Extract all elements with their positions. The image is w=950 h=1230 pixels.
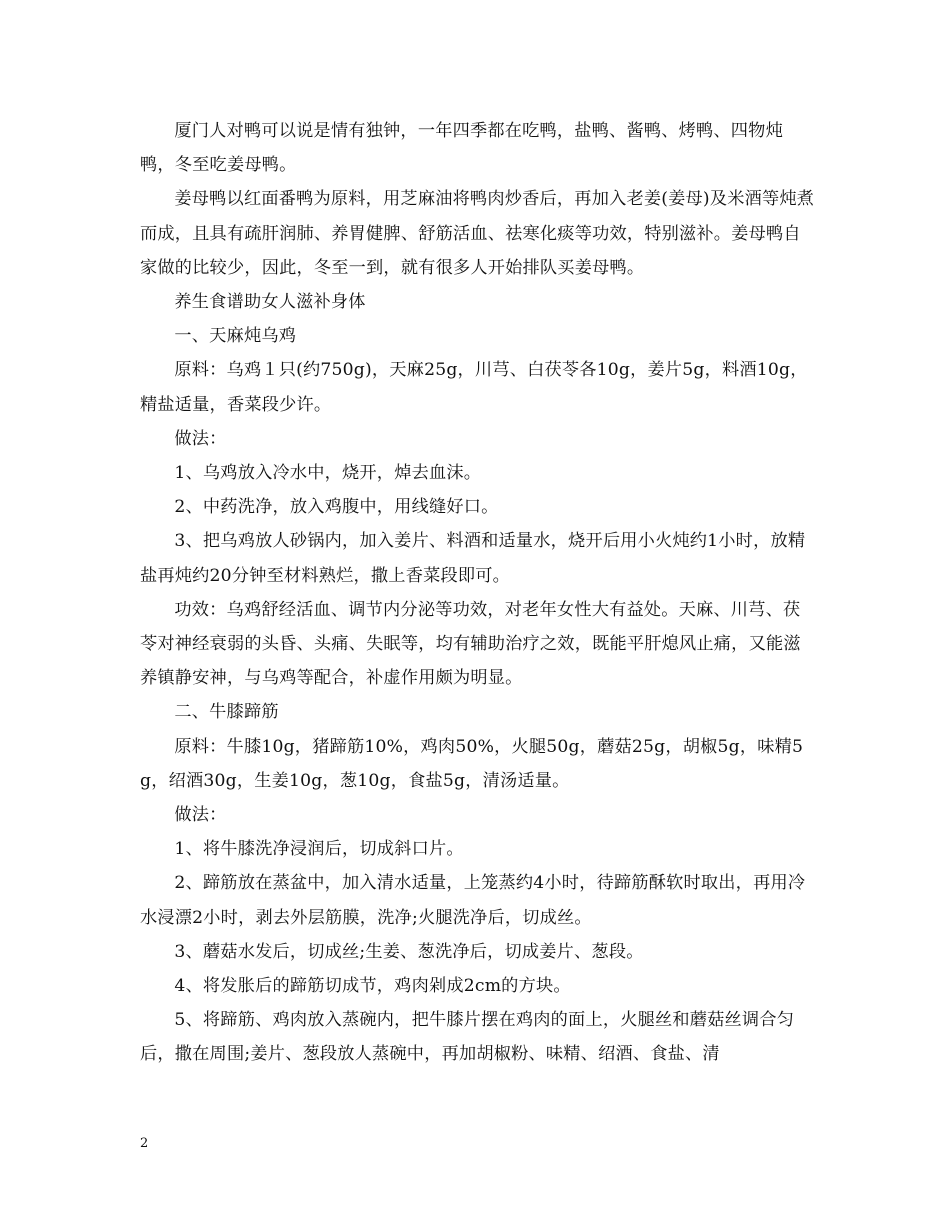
ingredients-paragraph: 原料：牛膝10g，猪蹄筋10%，鸡肉50%，火腿50g，蘑菇25g，胡椒5g，味精5g，绍酒30g，生姜10g，葱10g，食盐5g，清汤适量。 xyxy=(140,736,804,791)
paragraph: 姜母鸭以红面番鸭为原料，用芝麻油将鸭肉炒香后，再加入老姜(姜母)及米酒等炖煮而成，且具有疏肝润肺、养胃健脾、舒筋活血、祛寒化痰等功效，特别滋补。姜母鸭自家做的比较少，因此，冬至一到，就有很多人开始排队买姜母鸭。 xyxy=(140,189,815,278)
effect-paragraph: 功效：乌鸡舒经活血、调节内分泌等功效，对老年女性大有益处。天麻、川芎、茯苓对神经衰弱的头昏、头痛、失眠等，均有辅助治疗之效，既能平肝熄风止痛，又能滋养镇静安神，与乌鸡等配合，补虚作用颇为明显。 xyxy=(140,599,801,689)
method-heading: 做法： xyxy=(174,428,227,449)
step-paragraph: 2、蹄筋放在蒸盆中，加入清水适量，上笼蒸约4小时，待蹄筋酥软时取出，再用冷水浸漂2小时，剥去外层筋膜，洗净;火腿洗净后，切成丝。 xyxy=(140,873,806,928)
step-paragraph: 3、把乌鸡放人砂锅内，加入姜片、料酒和适量水，烧开后用小火炖约1小时，放精盐再炖约20分钟至材料熟烂，撒上香菜段即可。 xyxy=(140,531,806,586)
step-paragraph: 3、蘑菇水发后，切成丝;生姜、葱洗净后，切成姜片、葱段。 xyxy=(174,941,644,962)
recipe-title: 二、牛膝蹄筋 xyxy=(174,702,279,723)
ingredients-paragraph: 原料：乌鸡１只(约750g)，天麻25g，川芎、白茯苓各10g，姜片5g，料酒10g，精盐适量，香菜段少许。 xyxy=(140,360,808,415)
document-body xyxy=(140,114,816,1072)
section-heading: 养生食谱助女人滋补身体 xyxy=(174,292,366,313)
page-number: 2 xyxy=(140,1136,149,1151)
step-paragraph: 1、将牛膝洗净浸润后，切成斜口片。 xyxy=(174,839,464,860)
step-paragraph: 1、乌鸡放入冷水中，烧开，焯去血沫。 xyxy=(174,463,482,484)
step-paragraph: 5、将蹄筋、鸡肉放入蒸碗内，把牛膝片摆在鸡肉的面上，火腿丝和蘑菇丝调合匀后，撒在周围;姜片、葱段放人蒸碗中，再加胡椒粉、味精、绍酒、食盐、清 xyxy=(140,1010,795,1065)
method-heading: 做法： xyxy=(174,805,227,826)
step-paragraph: 2、中药洗净，放入鸡腹中，用线缝好口。 xyxy=(174,497,499,518)
recipe-title: 一、天麻炖乌鸡 xyxy=(174,326,297,347)
paragraph: 厦门人对鸭可以说是情有独钟，一年四季都在吃鸭，盐鸭、酱鸭、烤鸭、四物炖鸭，冬至吃姜母鸭。 xyxy=(140,121,783,176)
step-paragraph: 4、将发胀后的蹄筋切成节，鸡肉剁成2cm的方块。 xyxy=(174,976,571,997)
